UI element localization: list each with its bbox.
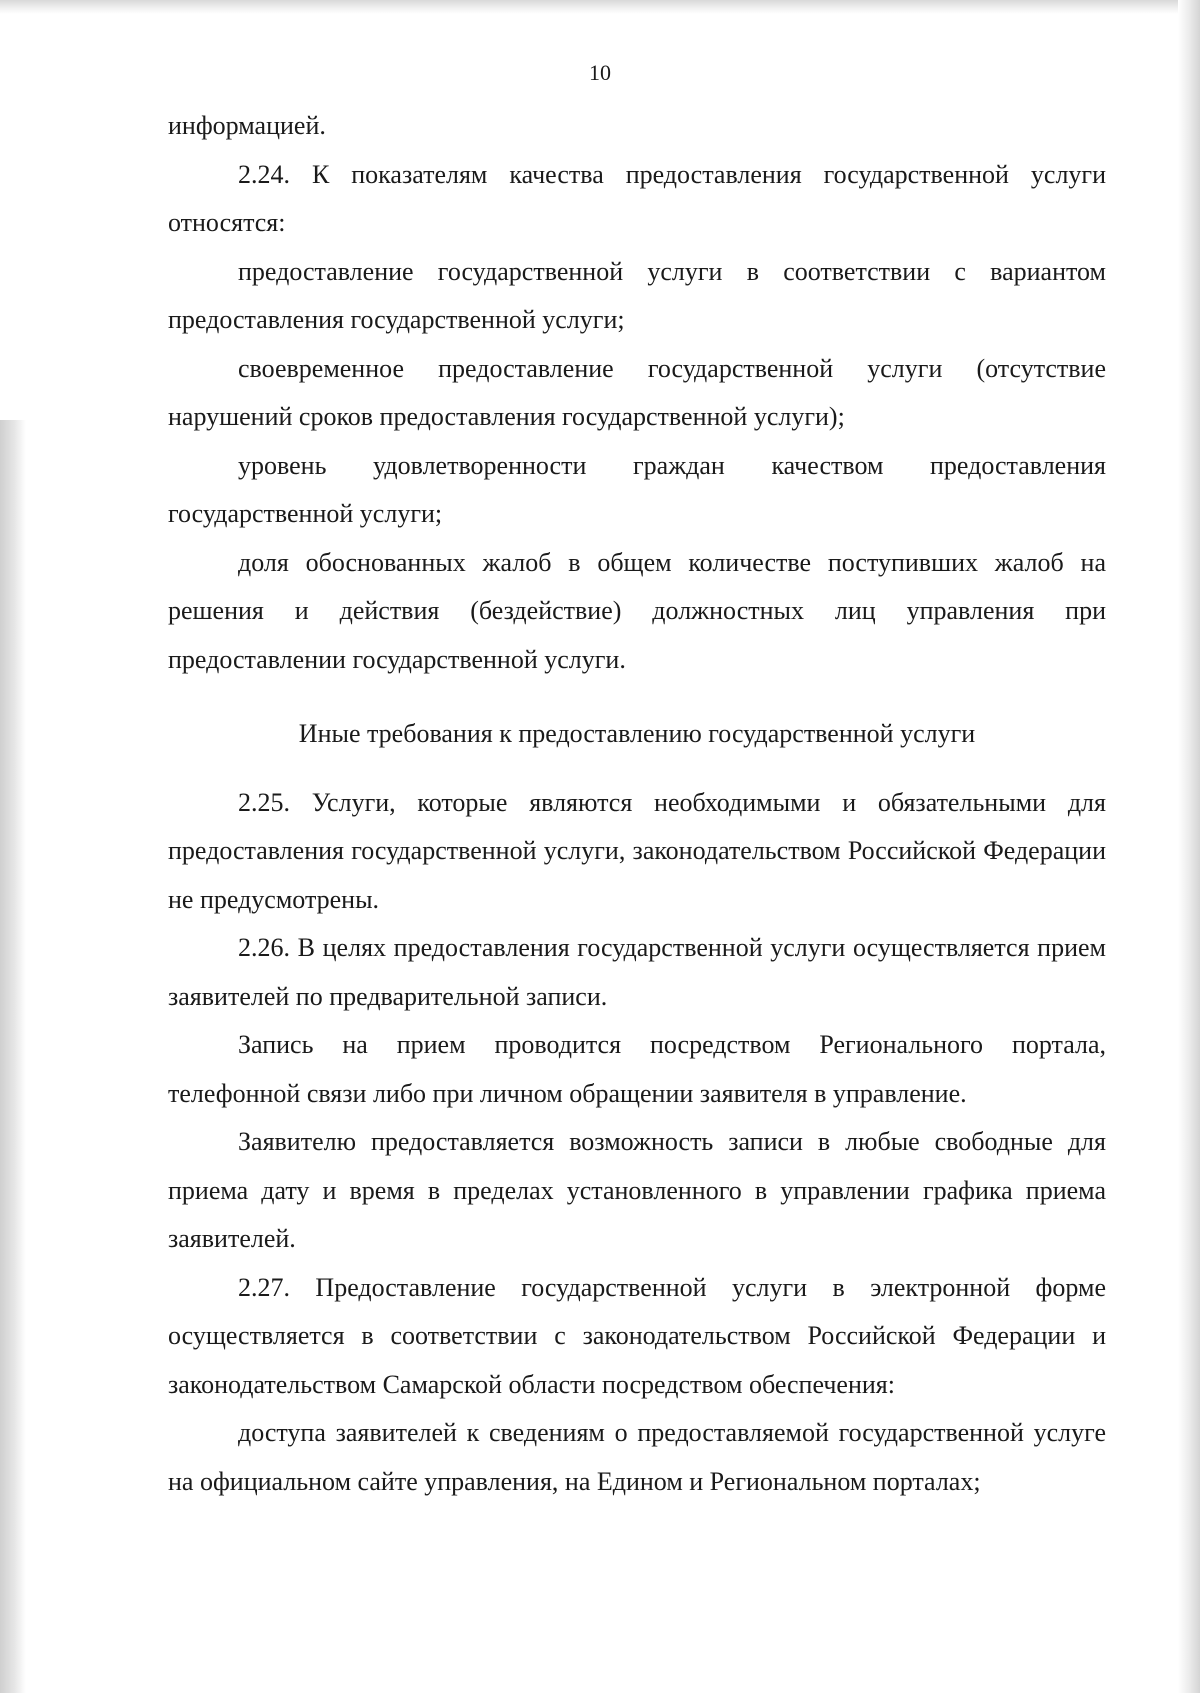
paragraph-appointment-time: Заявителю предоставляется возможность записи в любые свободные для приема дату и время в пределах установленного в управлении графика приема заявителей. — [168, 1127, 1106, 1253]
paragraph-appointment: Запись на прием проводится посредством Регионального портала, телефонной связи либо при личном обращении заявителя в управление. — [168, 1030, 1106, 1108]
paragraph-2-27: 2.27. Предоставление государственной услуги в электронной форме осуществляется в соответствии с законодательством Российской Федерации и законодательством Самарской области посредством обеспечения: — [168, 1272, 1106, 1399]
paragraph-2-25: 2.25. Услуги, которые являются необходимыми и обязательными для предоставления государственной услуги, законодательством Российской Федерации не предусмотрены. — [168, 787, 1106, 914]
paragraph-quality-complaints: доля обоснованных жалоб в общем количестве поступивших жалоб на решения и действия (бездействие) должностных лиц управления при предоставлении государственной услуги. — [168, 547, 1106, 674]
paragraph-continuation: информацией. — [168, 111, 326, 140]
paragraph-2-26: 2.26. В целях предоставления государственной услуги осуществляется прием заявителей по предварительной записи. — [168, 933, 1106, 1011]
scan-edge-right — [1178, 0, 1200, 1693]
document-body — [168, 102, 1106, 1506]
paragraph-access: доступа заявителей к сведениям о предоставляемой государственной услуге на официальном сайте управления, на Едином и Региональном порталах; — [168, 1418, 1106, 1496]
paragraph-quality-timely: своевременное предоставление государственной услуги (отсутствие нарушений сроков предоставления государственной услуги); — [168, 353, 1106, 431]
section-heading: Иные требования к предоставлению государственной услуги — [298, 719, 976, 748]
scan-edge-top — [0, 0, 1200, 14]
paragraph-2-24: 2.24. К показателям качества предоставления государственной услуги относятся: — [168, 159, 1106, 237]
page-number: 10 — [589, 60, 611, 85]
paragraph-quality-satisfaction: уровень удовлетворенности граждан качеством предоставления государственной услуги; — [168, 450, 1106, 528]
scan-edge-left — [0, 420, 26, 1693]
paragraph-quality-variant: предоставление государственной услуги в соответствии с вариантом предоставления государственной услуги; — [168, 256, 1106, 334]
